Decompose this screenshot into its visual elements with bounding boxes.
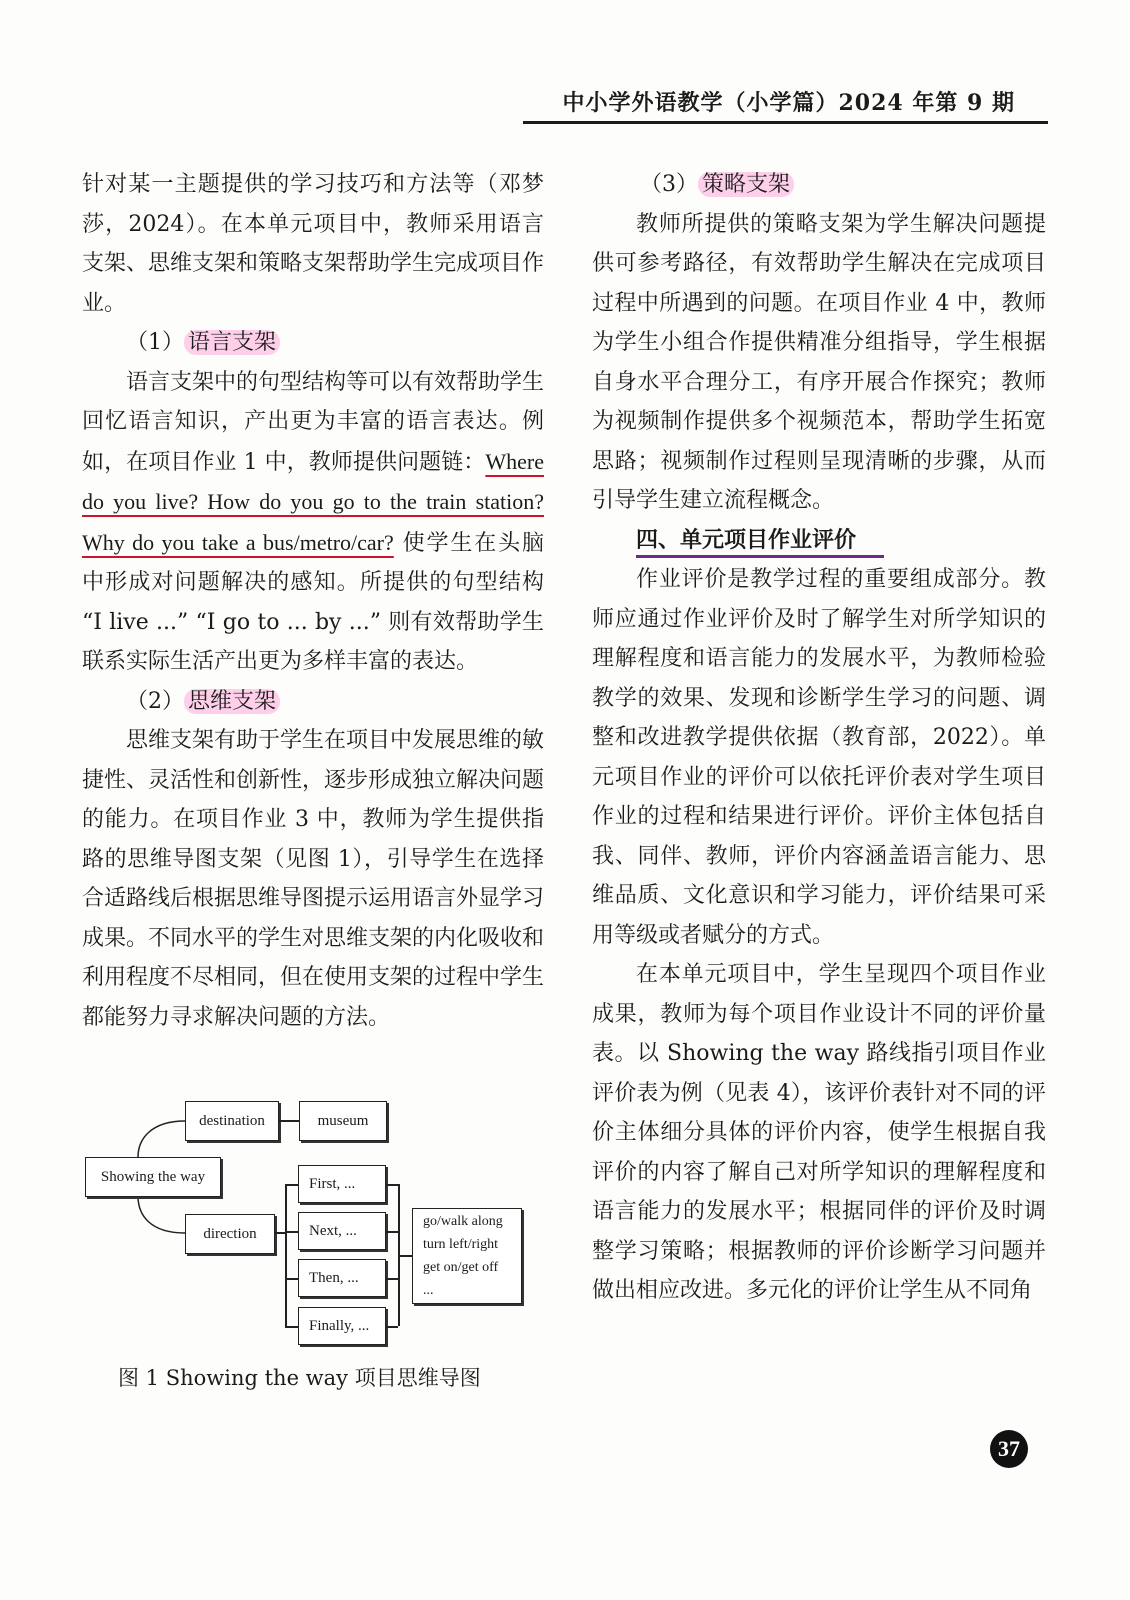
bracket-line	[285, 1184, 287, 1326]
step-finally-box: Finally, ...	[298, 1307, 386, 1345]
connector-line	[275, 1232, 285, 1234]
paragraph-3: 思维支架有助于学生在项目中发展思维的敏捷性、灵活性和创新性，逐步形成独立解决问题的能力。在项目作业 3 中，教师为学生提供指路的思维导图支架（见图 1），引导学生在选择合适路线后根据思维导图提示运用语言外显学习成果。不同水平的学生对思维支架的内化吸收和利用程度不尽相同，但在使用支架的过程中学生都能努力寻求解决问题的方法。	[82, 728, 545, 1030]
connector-line	[285, 1278, 298, 1280]
heading-number: （3）	[640, 172, 698, 197]
step-then-box: Then, ...	[298, 1259, 386, 1297]
paragraph-6: 在本单元项目中，学生呈现四个项目作业成果，教师为每个项目作业设计不同的评价量表。以 Showing the way 路线指引项目作业评价表为例（见表 4），该评价表针对不同的评价主体细分具体的评价内容，使学生根据自我评价的内容了解自己对所学知识的理解程度和语言能力的发展水平；根据同伴的评价及时调整学习策略；根据教师的评价诊断学习问题并做出相应改进。多元化的评价让学生从不同角	[592, 962, 1046, 1303]
step-first-box: First, ...	[298, 1165, 386, 1203]
page-number: 37	[990, 1430, 1028, 1468]
phrase-go-walk-along: go/walk along	[423, 1214, 503, 1229]
right-column	[592, 165, 1046, 1311]
highlight-strategy-scaffold: 策略支架	[698, 172, 794, 197]
question-chain-underlined: Where do you live? How do you go to the train station? Why do you take a bus/metro/car?	[82, 448, 544, 555]
heading-strategy-scaffold	[592, 165, 1046, 205]
figure-caption: 图 1 Showing the way 项目思维导图	[118, 1366, 481, 1390]
direction-box: direction	[185, 1214, 275, 1254]
phrase-turn-left-right: turn left/right	[423, 1237, 499, 1252]
section-heading-4	[592, 521, 1046, 561]
paragraph-2-part-a: 语言支架中的句型结构等可以有效帮助学生回忆语言知识，产出更为丰富的语言表达。例如，在项目作业 1 中，教师提供问题链：	[82, 369, 545, 475]
connector-line	[386, 1184, 398, 1186]
connector-line	[285, 1184, 298, 1186]
connector-line	[285, 1231, 298, 1233]
highlight-thinking-scaffold: 思维支架	[184, 689, 280, 714]
phrase-ellipsis: ...	[423, 1283, 434, 1298]
phrase-get-on-get-off: get on/get off	[423, 1260, 499, 1275]
paragraph-5: 作业评价是教学过程的重要组成部分。教师应通过作业评价及时了解学生对所学知识的理解程度和语言能力的发展水平，为教师检验教学的效果、发现和诊断学生学习的问题、调整和改进教学提供依据（教育部，2022）。单元项目作业的评价可以依托评价表对学生项目作业的过程和结果进行评价。评价主体包括自我、同伴、教师，评价内容涵盖语言能力、思维品质、文化意识和学习能力，评价结果可采用等级或者赋分的方式。	[592, 567, 1046, 948]
paragraph-1: 针对某一主题提供的学习技巧和方法等（邓梦莎，2024）。在本单元项目中，教师采用语言支架、思维支架和策略支架帮助学生完成项目作业。	[82, 172, 545, 316]
connector-line	[386, 1278, 398, 1280]
paragraph-4: 教师所提供的策略支架为学生解决问题提供可参考路径，有效帮助学生解决在完成项目过程中所遇到的问题。在项目作业 4 中，教师为学生小组合作提供精准分组指导，学生根据自身水平合理分工，有序开展合作探究；教师为视频制作提供多个视频范本，帮助学生拓宽思路；视频制作过程则呈现清晰的步骤，从而引导学生建立流程概念。	[592, 211, 1046, 513]
paragraph-2-part-b: 使学生在头脑中形成对问题解决的感知。所提供的句型结构 “I live ...” “I go to ... by ...” 则有效帮助学生联系实际生活产出更为多样丰富的表达。	[82, 530, 544, 674]
heading-number: （2）	[126, 688, 184, 714]
phrases-box	[412, 1208, 522, 1304]
connector-line	[386, 1326, 398, 1328]
connector-line	[386, 1231, 398, 1233]
highlight-language-scaffold: 语言支架	[184, 330, 280, 355]
journal-title: 中小学外语教学（小学篇）2024 年第 9 期	[562, 90, 1015, 116]
heading-number: （1）	[126, 330, 184, 355]
connector-line	[285, 1326, 298, 1328]
section-heading-4-text: 四、单元项目作业评价	[636, 527, 884, 558]
connector-line	[279, 1120, 299, 1122]
destination-box: destination	[185, 1101, 279, 1141]
showing-the-way-box: Showing the way	[85, 1157, 221, 1197]
museum-box: museum	[299, 1101, 387, 1141]
connector-line	[398, 1255, 412, 1257]
step-next-box: Next, ...	[298, 1212, 386, 1250]
